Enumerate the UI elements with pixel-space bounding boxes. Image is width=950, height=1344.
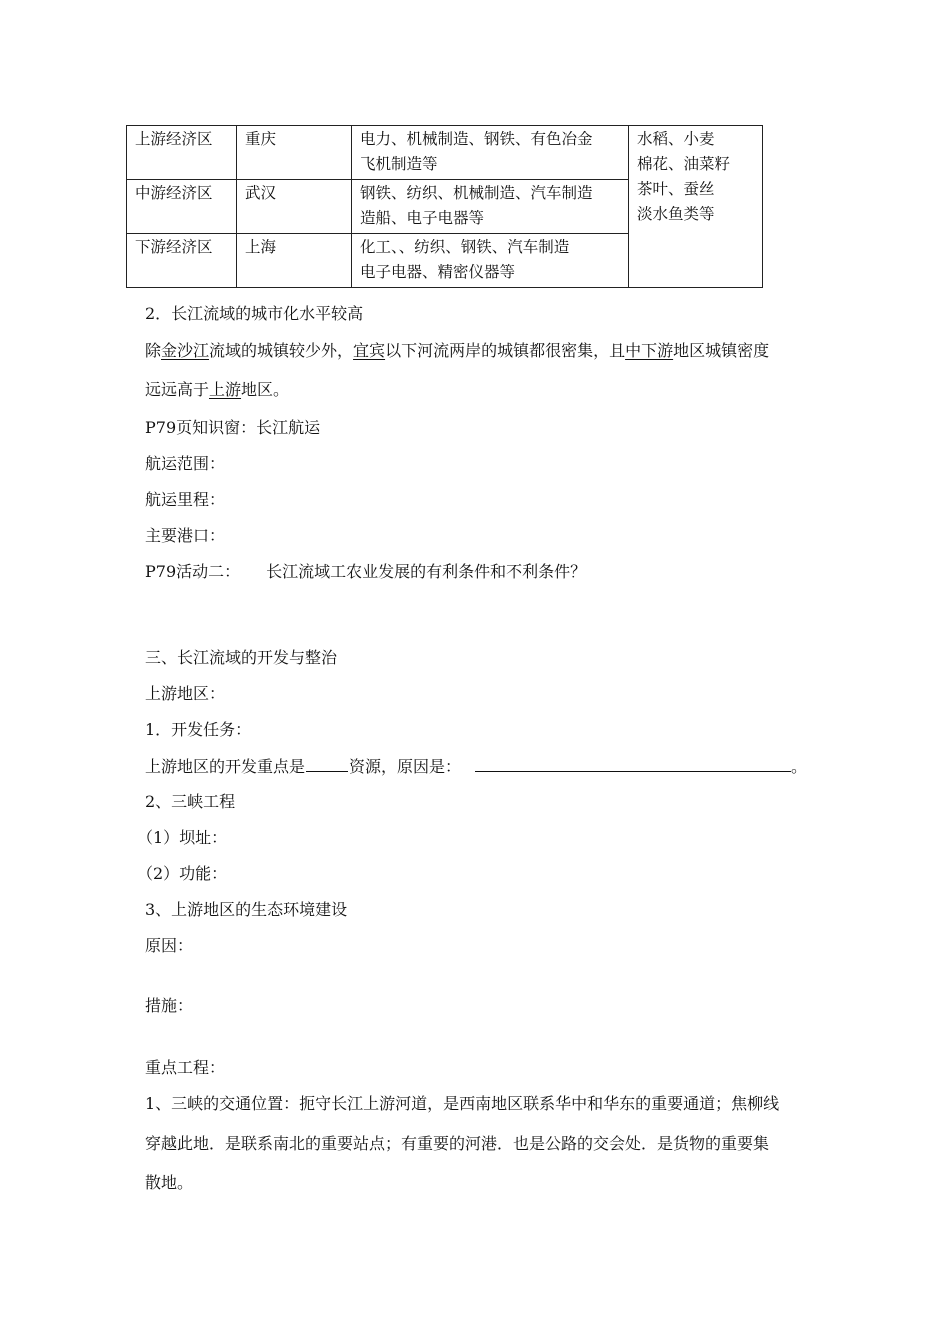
jinsha-river-term: 金沙江 [161, 341, 210, 360]
urbanization-heading: 2．长江流域的城市化水平较高 [145, 304, 364, 323]
section-three-heading: 三、长江流域的开发与整治 [145, 648, 338, 667]
development-focus-sentence: 上游地区的开发重点是 资源，原因是： 。 [145, 757, 808, 776]
urbanization-paragraph-line-2: 远远高于上游地区。 [145, 380, 290, 399]
activity-label: P79活动二： [145, 562, 241, 581]
industry-line: 电力、机械制造、钢铁、有色冶金 [360, 130, 593, 148]
industry-line: 电子电器、精密仪器等 [360, 263, 516, 281]
industry-line: 造船、电子电器等 [360, 209, 485, 227]
region-cell: 上游经济区 [127, 126, 237, 180]
agriculture-line: 棉花、油菜籽 [637, 155, 731, 173]
traffic-paragraph-line-3: 散地。 [145, 1173, 194, 1192]
activity-question: 长江流域工农业发展的有利条件和不利条件？ [266, 562, 587, 581]
key-projects-label: 重点工程： [145, 1058, 226, 1077]
navigation-range-label: 航运范围： [145, 454, 226, 473]
upper-reaches-term: 上游 [209, 380, 242, 399]
city-cell: 重庆 [237, 126, 352, 180]
industry-line: 化工、、纺织、钢铁、汽车制造 [360, 238, 570, 256]
agriculture-line: 茶叶、蚕丝 [637, 180, 715, 198]
navigation-mileage-label: 航运里程： [145, 490, 226, 509]
urbanization-paragraph-line-1: 除金沙江流域的城镇较少外，宜宾以下河流两岸的城镇都很密集，且中下游地区城镇密度 [145, 341, 770, 360]
three-gorges-heading: 2、三峡工程 [145, 792, 236, 811]
table-row [127, 126, 763, 180]
upper-region-label: 上游地区： [145, 684, 226, 703]
economic-zones-table [126, 125, 763, 288]
region-cell: 中游经济区 [127, 180, 237, 234]
industry-cell [352, 180, 629, 234]
city-cell: 武汉 [237, 180, 352, 234]
traffic-paragraph-line-2: 穿越此地．是联系南北的重要站点；有重要的河港．也是公路的交会处．是货物的重要集 [145, 1134, 770, 1153]
measures-label: 措施： [145, 996, 194, 1015]
yibin-term: 宜宾 [353, 341, 386, 360]
major-ports-label: 主要港口： [145, 526, 226, 545]
industry-line: 钢铁、纺织、机械制造、汽车制造 [360, 184, 593, 202]
resource-blank [306, 755, 348, 772]
traffic-paragraph-line-1: 1、三峡的交通位置：扼守长江上游河道，是西南地区联系华中和华东的重要通道；焦柳线 [145, 1094, 780, 1113]
middle-lower-reaches-term: 中下游 [625, 341, 674, 360]
eco-construction-heading: 3、上游地区的生态环境建设 [145, 900, 348, 919]
city-cell: 上海 [237, 234, 352, 288]
knowledge-window-title: P79页知识窗：长江航运 [145, 418, 321, 437]
agriculture-cell [629, 126, 763, 288]
industry-cell [352, 126, 629, 180]
activity-two [145, 561, 586, 583]
agriculture-line: 淡水鱼类等 [637, 205, 715, 223]
dam-function-label: （2）功能： [137, 864, 228, 883]
reason-blank [475, 755, 791, 772]
development-task-heading: 1．开发任务： [145, 720, 252, 739]
reason-label: 原因： [145, 936, 194, 955]
agriculture-line: 水稻、小麦 [637, 130, 715, 148]
industry-cell [352, 234, 629, 288]
dam-site-label: （1）坝址： [137, 828, 228, 847]
industry-line: 飞机制造等 [360, 155, 438, 173]
region-cell: 下游经济区 [127, 234, 237, 288]
